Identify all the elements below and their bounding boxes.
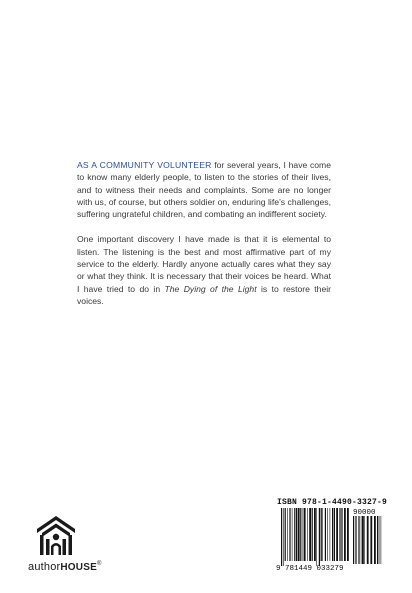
barcode-bar (287, 508, 288, 561)
barcode-bar (355, 516, 356, 564)
blurb-paragraph-1 (77, 159, 331, 220)
barcode-bar (289, 508, 290, 561)
barcode-bar (283, 508, 284, 566)
barcode-bar (381, 516, 382, 564)
barcode-bar (332, 508, 333, 561)
barcode-bar (303, 508, 304, 561)
barcode-bar (336, 508, 338, 561)
barcode-bar (364, 516, 365, 564)
publisher-logo (28, 513, 102, 577)
isbn-text: ISBN 978-1-4490-3327-9 (277, 498, 388, 507)
barcode-bar (362, 516, 364, 564)
blurb-p1-text: for several years, I have come to know many elderly people, to listen to the stories of their lives, and to witness their needs and complaints. Some are no longer with us, of course, but others soldier on, enduring life’s challenges, suffering ungrateful children, and combating an indifferent society. (77, 160, 331, 220)
barcode-bar (344, 508, 346, 561)
isbn-barcode (275, 498, 388, 576)
back-cover-blurb (77, 159, 331, 320)
barcode-bar (319, 508, 320, 566)
barcode-bar (296, 508, 297, 561)
blurb-p2-start: One important discovery I have made is that it is elemental to listen. The listening is the best and most affirmative part of my service to the elderly. Hardly anyone actually cares what they say or what they think. It is necessary that their voices be heard. What I have tried to do in (77, 234, 331, 294)
barcode-bar (312, 508, 313, 561)
barcode-bar (316, 508, 317, 566)
barcode-bar (340, 508, 341, 561)
barcode-bar (358, 516, 359, 564)
barcode-bar (353, 516, 354, 564)
barcode-bar (314, 508, 316, 561)
barcode-bar (285, 508, 286, 561)
blurb-p2-end: is to restore their voices. (77, 283, 331, 306)
barcode-bar (342, 508, 343, 561)
barcode-bar (298, 508, 300, 561)
blurb-paragraph-2 (77, 233, 331, 307)
barcode-bar (292, 508, 293, 561)
barcode-bar (309, 508, 311, 561)
barcode-bar (379, 516, 380, 564)
barcode-number: 9 781449 033279 (276, 565, 344, 573)
barcode-bar (322, 508, 323, 561)
publisher-name: authorHOUSE® (28, 561, 102, 573)
barcode-bar (334, 508, 335, 561)
barcode-bar (307, 508, 308, 561)
barcode-bar (330, 508, 331, 561)
barcode-bar (294, 508, 295, 561)
barcode-bar (374, 516, 376, 564)
barcode-bar (321, 508, 322, 561)
barcode-addon-number: 90000 (353, 509, 376, 517)
barcode-bar (367, 516, 369, 564)
barcode-bar (304, 508, 306, 561)
barcode-bars-icon (275, 508, 383, 568)
blurb-lead: AS A COMMUNITY VOLUNTEER (77, 160, 212, 170)
barcode-bar (377, 516, 378, 564)
barcode-bar (327, 508, 328, 561)
barcode-bar (325, 508, 326, 561)
barcode-bar (339, 508, 340, 561)
barcode-bar (347, 508, 349, 561)
barcode-bar (370, 516, 372, 564)
barcode-bar (281, 508, 282, 566)
house-logo-icon (34, 513, 78, 557)
barcode-bar (300, 508, 301, 561)
book-title: The Dying of the Light (164, 283, 257, 294)
barcode-bar (361, 516, 362, 564)
